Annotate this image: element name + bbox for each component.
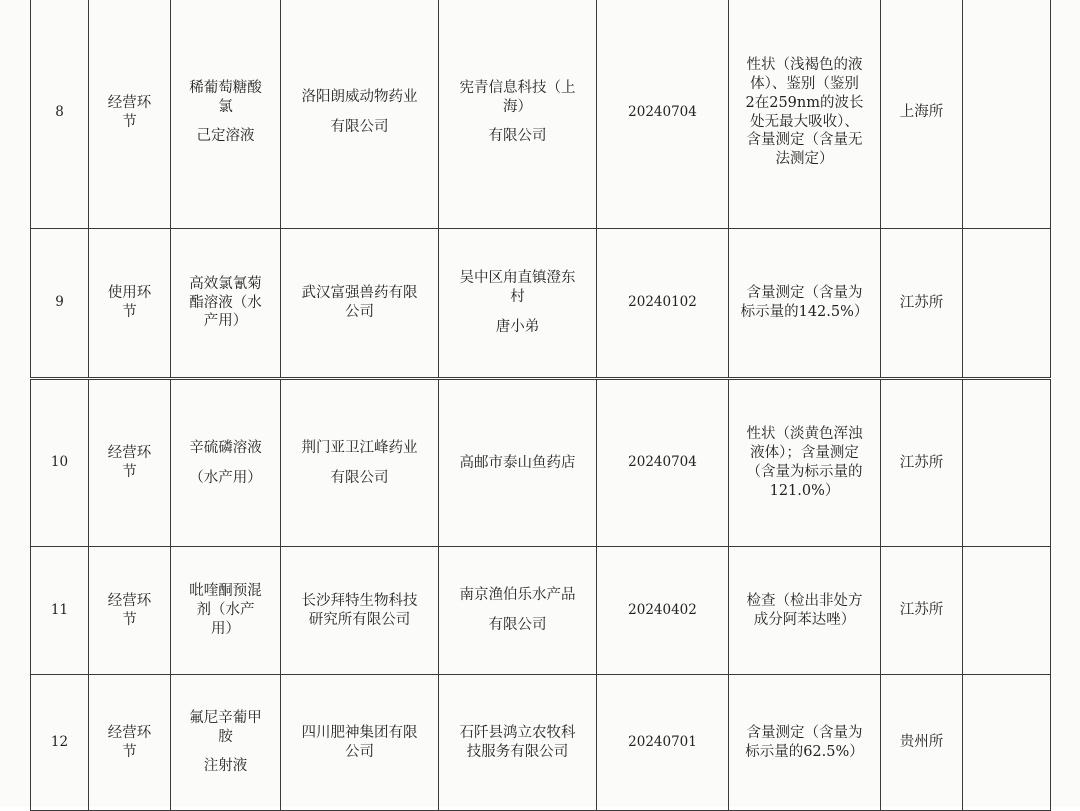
cell-text-line: 荆门亚卫江峰药业 bbox=[301, 439, 418, 456]
cell-text-line: （水产用） bbox=[189, 469, 262, 486]
cell-text-line: 使用环 bbox=[107, 285, 152, 302]
remarks-cell bbox=[963, 675, 1051, 811]
cell-text-line: 己定溶液 bbox=[196, 128, 255, 145]
serial-number-cell: 12 bbox=[31, 675, 89, 811]
cell-text-line: 标示量的142.5%） bbox=[740, 304, 869, 320]
cell-text-line: 酯溶液（水 bbox=[189, 294, 262, 311]
line-gap bbox=[177, 746, 274, 757]
line-gap bbox=[287, 107, 432, 118]
serial-number-cell: 11 bbox=[31, 547, 89, 675]
cell-text-line: 节 bbox=[122, 743, 137, 760]
table-row bbox=[31, 0, 1051, 229]
cell-text-line: 南京渔伯乐水产品 bbox=[459, 587, 576, 604]
cell-text-line: 石阡县鸿立农牧科 bbox=[459, 724, 576, 741]
cell-text-line: 经营环 bbox=[107, 445, 152, 462]
cell-text-line: 长沙拜特生物科技 bbox=[301, 592, 418, 609]
inspection-results-table bbox=[30, 0, 1051, 811]
cell-text-line: 有限公司 bbox=[488, 617, 547, 633]
remarks-cell bbox=[963, 379, 1051, 547]
line-gap bbox=[445, 605, 590, 616]
table-row bbox=[31, 229, 1051, 379]
manufacturer-cell bbox=[281, 675, 439, 811]
manufacturer-cell bbox=[281, 379, 439, 547]
cell-text-line: 体）、鉴别（鉴别 bbox=[750, 75, 859, 92]
cell-text-line: 稀葡萄糖酸 bbox=[189, 79, 262, 96]
remarks-cell bbox=[963, 547, 1051, 675]
testing-institute-cell: 江苏所 bbox=[881, 229, 963, 379]
cell-text-line: 节 bbox=[122, 304, 137, 320]
serial-number-cell: 9 bbox=[31, 229, 89, 379]
testing-institute-cell: 江苏所 bbox=[881, 379, 963, 547]
cell-text-line: 节 bbox=[122, 113, 137, 130]
cell-text-line: 有限公司 bbox=[488, 128, 547, 145]
batch-number-cell: 20240102 bbox=[597, 229, 729, 379]
line-gap bbox=[177, 458, 274, 469]
cell-text-line: 村 bbox=[510, 289, 525, 306]
cell-text-line: （含量为标示量的 bbox=[746, 464, 863, 480]
manufacturer-cell bbox=[281, 0, 439, 229]
remarks-cell bbox=[963, 0, 1051, 229]
batch-number-cell: 20240704 bbox=[597, 0, 729, 229]
manufacturer-cell bbox=[281, 229, 439, 379]
cell-text-line: 四川肥神集团有限 bbox=[301, 724, 418, 741]
cell-text-line: 用） bbox=[211, 620, 240, 637]
cell-text-line: 节 bbox=[122, 611, 137, 628]
product-name-cell bbox=[171, 547, 281, 675]
cell-text-line: 氟尼辛葡甲 bbox=[189, 709, 262, 726]
cell-text-line: 宪青信息科技（上 bbox=[459, 79, 576, 96]
cell-text-line: 检查（检出非处方 bbox=[746, 592, 863, 609]
cell-text-line: 法测定） bbox=[775, 151, 834, 168]
product-name-cell bbox=[171, 379, 281, 547]
table-row bbox=[31, 675, 1051, 811]
sampled-unit-cell bbox=[439, 0, 597, 229]
batch-number-cell: 20240701 bbox=[597, 675, 729, 811]
serial-number-cell: 8 bbox=[31, 0, 89, 229]
cell-text-line: 性状（浅褐色的液 bbox=[746, 56, 863, 73]
cell-text-line: 经营环 bbox=[107, 724, 152, 741]
line-gap bbox=[445, 116, 590, 127]
cell-text-line: 121.0%） bbox=[769, 482, 840, 499]
nonconforming-items-cell bbox=[729, 379, 881, 547]
product-name-cell bbox=[171, 675, 281, 811]
sampled-unit-cell bbox=[439, 547, 597, 675]
table-row bbox=[31, 547, 1051, 675]
cell-text-line: 处无最大吸收）、 bbox=[750, 113, 859, 130]
cell-text-line: 成分阿苯达唑） bbox=[753, 611, 856, 628]
sampling-stage-cell bbox=[89, 0, 171, 229]
testing-institute-cell: 贵州所 bbox=[881, 675, 963, 811]
cell-text-line: 有限公司 bbox=[330, 469, 389, 486]
cell-text-line: 有限公司 bbox=[330, 119, 389, 135]
sampled-unit-cell bbox=[439, 675, 597, 811]
table-body bbox=[31, 0, 1051, 811]
cell-text-line: 标示量的62.5%） bbox=[745, 743, 864, 760]
serial-number-cell: 10 bbox=[31, 379, 89, 547]
batch-number-cell: 20240402 bbox=[597, 547, 729, 675]
cell-text-line: 高效氯氰菊 bbox=[189, 275, 262, 292]
cell-text-line: 高邮市泰山鱼药店 bbox=[459, 454, 576, 471]
cell-text-line: 性状（淡黄色浑浊 bbox=[746, 426, 863, 443]
cell-text-line: 产用） bbox=[203, 313, 248, 330]
table-row bbox=[31, 379, 1051, 547]
cell-text-line: 注射液 bbox=[203, 758, 248, 775]
cell-text-line: 经营环 bbox=[107, 592, 152, 609]
cell-text-line: 胺 bbox=[218, 728, 233, 745]
cell-text-line: 2在259nm的波长 bbox=[745, 94, 864, 111]
sampling-stage-cell bbox=[89, 547, 171, 675]
nonconforming-items-cell bbox=[729, 0, 881, 229]
cell-text-line: 经营环 bbox=[107, 94, 152, 111]
cell-text-line: 吡喹酮预混 bbox=[189, 583, 262, 600]
batch-number-cell: 20240704 bbox=[597, 379, 729, 547]
cell-text-line: 技服务有限公司 bbox=[466, 743, 569, 760]
cell-text-line: 氯 bbox=[218, 98, 233, 115]
line-gap bbox=[287, 458, 432, 469]
sampled-unit-cell bbox=[439, 379, 597, 547]
sampling-stage-cell bbox=[89, 379, 171, 547]
product-name-cell bbox=[171, 0, 281, 229]
sampled-unit-cell bbox=[439, 229, 597, 379]
sampling-stage-cell bbox=[89, 229, 171, 379]
product-name-cell bbox=[171, 229, 281, 379]
cell-text-line: 吴中区甪直镇澄东 bbox=[459, 270, 576, 287]
cell-text-line: 武汉富强兽药有限 bbox=[301, 285, 418, 302]
cell-text-line: 洛阳朗威动物药业 bbox=[301, 89, 418, 106]
cell-text-line: 公司 bbox=[345, 304, 374, 320]
cell-text-line: 剂（水产 bbox=[196, 602, 255, 619]
cell-text-line: 节 bbox=[122, 464, 137, 480]
cell-text-line: 含量测定（含量无 bbox=[746, 132, 863, 149]
line-gap bbox=[445, 307, 590, 318]
testing-institute-cell: 上海所 bbox=[881, 0, 963, 229]
remarks-cell bbox=[963, 229, 1051, 379]
cell-text-line: 含量测定（含量为 bbox=[746, 724, 863, 741]
nonconforming-items-cell bbox=[729, 229, 881, 379]
cell-text-line: 海） bbox=[503, 98, 532, 115]
cell-text-line: 唐小弟 bbox=[495, 318, 540, 335]
testing-institute-cell: 江苏所 bbox=[881, 547, 963, 675]
cell-text-line: 公司 bbox=[345, 743, 374, 760]
cell-text-line: 含量测定（含量为 bbox=[746, 285, 863, 302]
cell-text-line: 液体）；含量测定 bbox=[750, 445, 859, 462]
sampling-stage-cell bbox=[89, 675, 171, 811]
cell-text-line: 辛硫磷溶液 bbox=[189, 439, 262, 456]
line-gap bbox=[177, 116, 274, 127]
nonconforming-items-cell bbox=[729, 675, 881, 811]
nonconforming-items-cell bbox=[729, 547, 881, 675]
cell-text-line: 研究所有限公司 bbox=[308, 611, 411, 628]
manufacturer-cell bbox=[281, 547, 439, 675]
